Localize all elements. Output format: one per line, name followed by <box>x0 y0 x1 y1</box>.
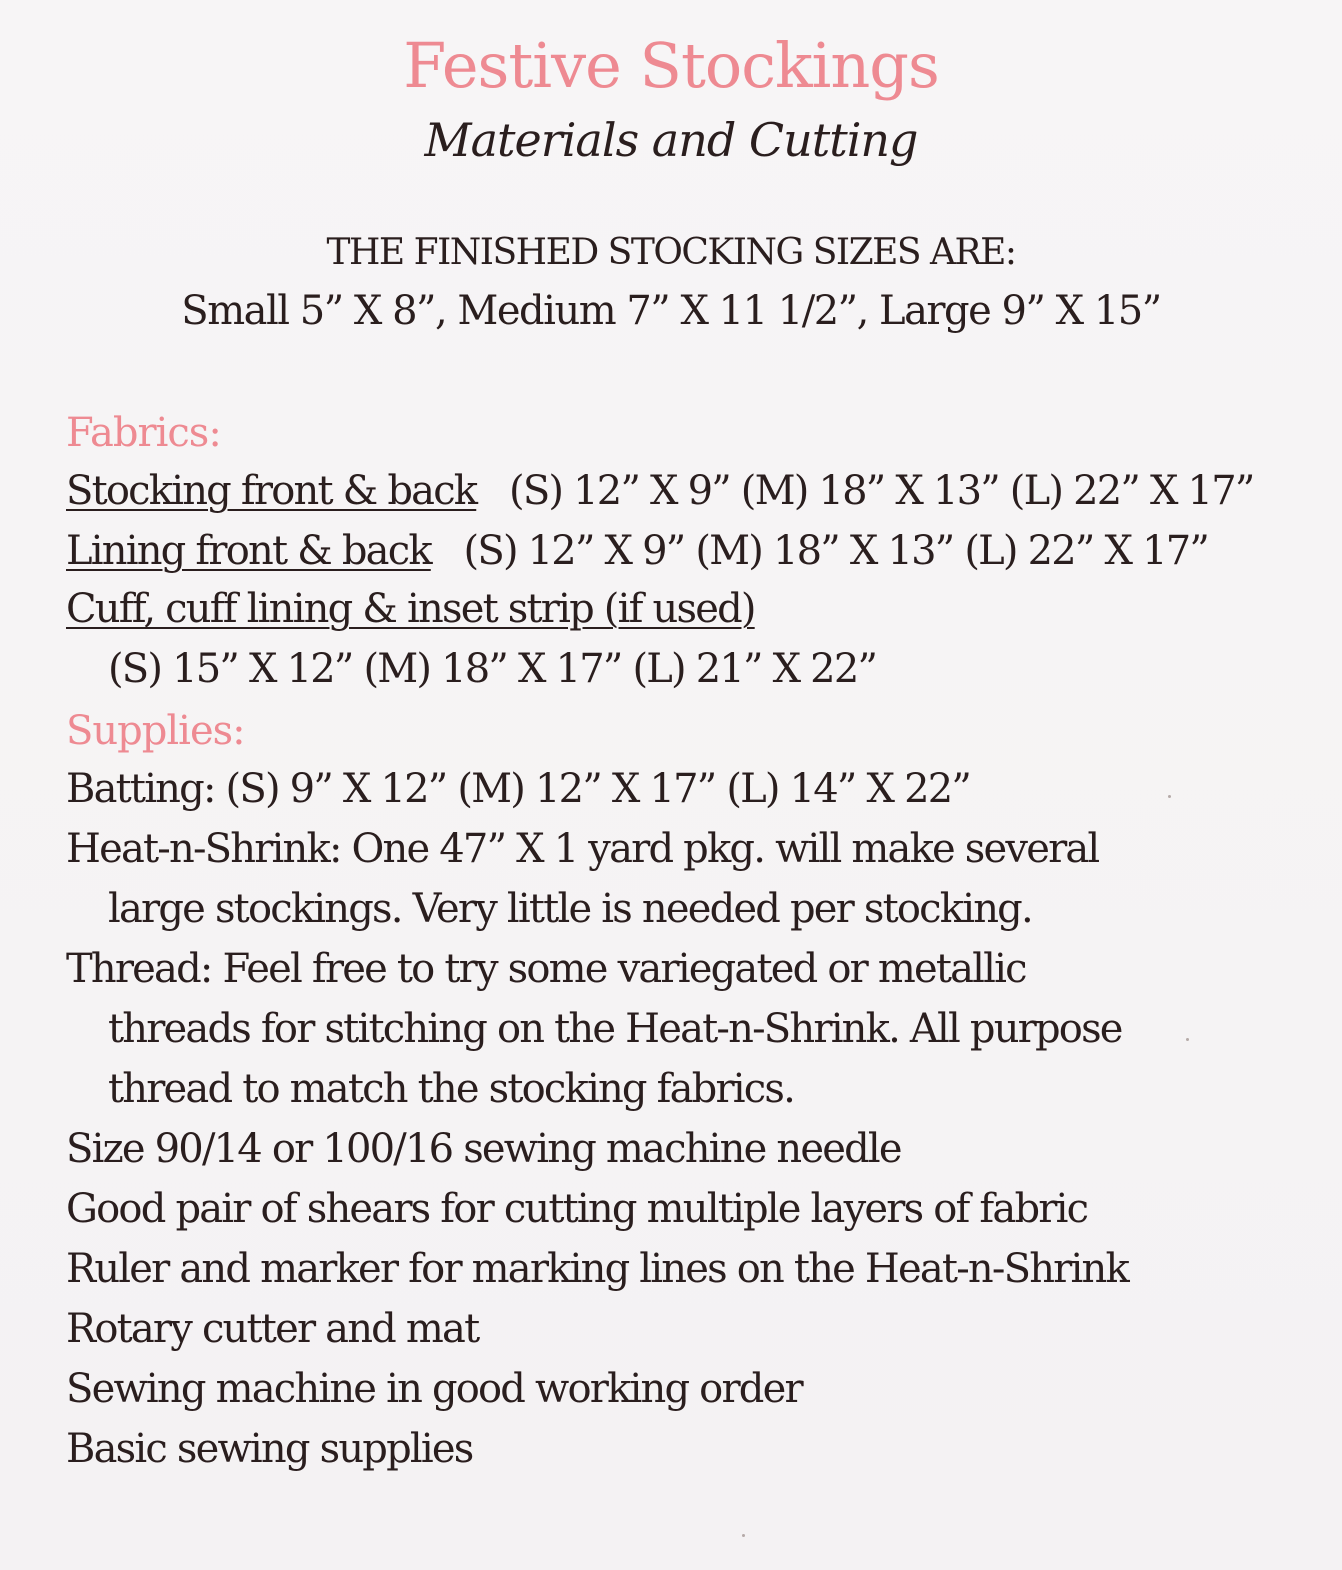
supply-ruler: Ruler and marker for marking lines on the Heat-n-Shrink <box>66 1246 1128 1292</box>
fabric-item-cuff <box>66 582 755 636</box>
supply-heat-n-shrink-cont: large stockings. Very little is needed per stocking. <box>108 886 1032 932</box>
supply-basic: Basic sewing supplies <box>66 1426 473 1472</box>
supply-rotary-cutter: Rotary cutter and mat <box>66 1306 479 1352</box>
finished-sizes-line: Small 5” X 8”, Medium 7” X 11 1/2”, Large 9” X 15” <box>181 288 1161 334</box>
supply-thread-cont-2: thread to match the stocking fabrics. <box>108 1066 795 1112</box>
fabric-item-cuff-values: (S) 15” X 12” (M) 18” X 17” (L) 21” X 22” <box>108 646 877 692</box>
supply-shears: Good pair of shears for cutting multiple layers of fabric <box>66 1186 1088 1232</box>
supply-thread: Thread: Feel free to try some variegated or metallic <box>66 946 1026 992</box>
supply-thread-cont-1: threads for stitching on the Heat-n-Shrink. All purpose <box>108 1006 1122 1052</box>
fabric-item-label: Stocking front & back <box>66 468 477 514</box>
document-title: Festive Stockings <box>403 29 939 102</box>
fabric-item-stocking <box>66 464 1254 518</box>
fabric-item-label: Cuff, cuff lining & inset strip (if used) <box>66 586 755 632</box>
paper-speck <box>1186 1038 1189 1041</box>
fabric-item-values: (S) 12” X 9” (M) 18” X 13” (L) 22” X 17” <box>509 468 1254 514</box>
supply-heat-n-shrink: Heat-n-Shrink: One 47” X 1 yard pkg. will make several <box>66 826 1099 872</box>
paper-speck <box>742 1534 745 1537</box>
fabrics-heading: Fabrics: <box>66 410 221 456</box>
supplies-heading: Supplies: <box>66 708 245 754</box>
document-subtitle: Materials and Cutting <box>424 113 918 167</box>
supply-sewing-machine: Sewing machine in good working order <box>66 1366 802 1412</box>
fabric-item-values: (S) 12” X 9” (M) 18” X 13” (L) 22” X 17” <box>463 528 1209 574</box>
supply-batting: Batting: (S) 9” X 12” (M) 12” X 17” (L) 14” X 22” <box>66 766 971 812</box>
finished-sizes-heading: THE FINISHED STOCKING SIZES ARE: <box>326 232 1016 273</box>
supply-needle: Size 90/14 or 100/16 sewing machine needle <box>66 1126 901 1172</box>
paper-speck <box>1168 795 1171 798</box>
fabric-item-label: Lining front & back <box>66 528 431 574</box>
fabric-item-lining <box>66 524 1208 578</box>
